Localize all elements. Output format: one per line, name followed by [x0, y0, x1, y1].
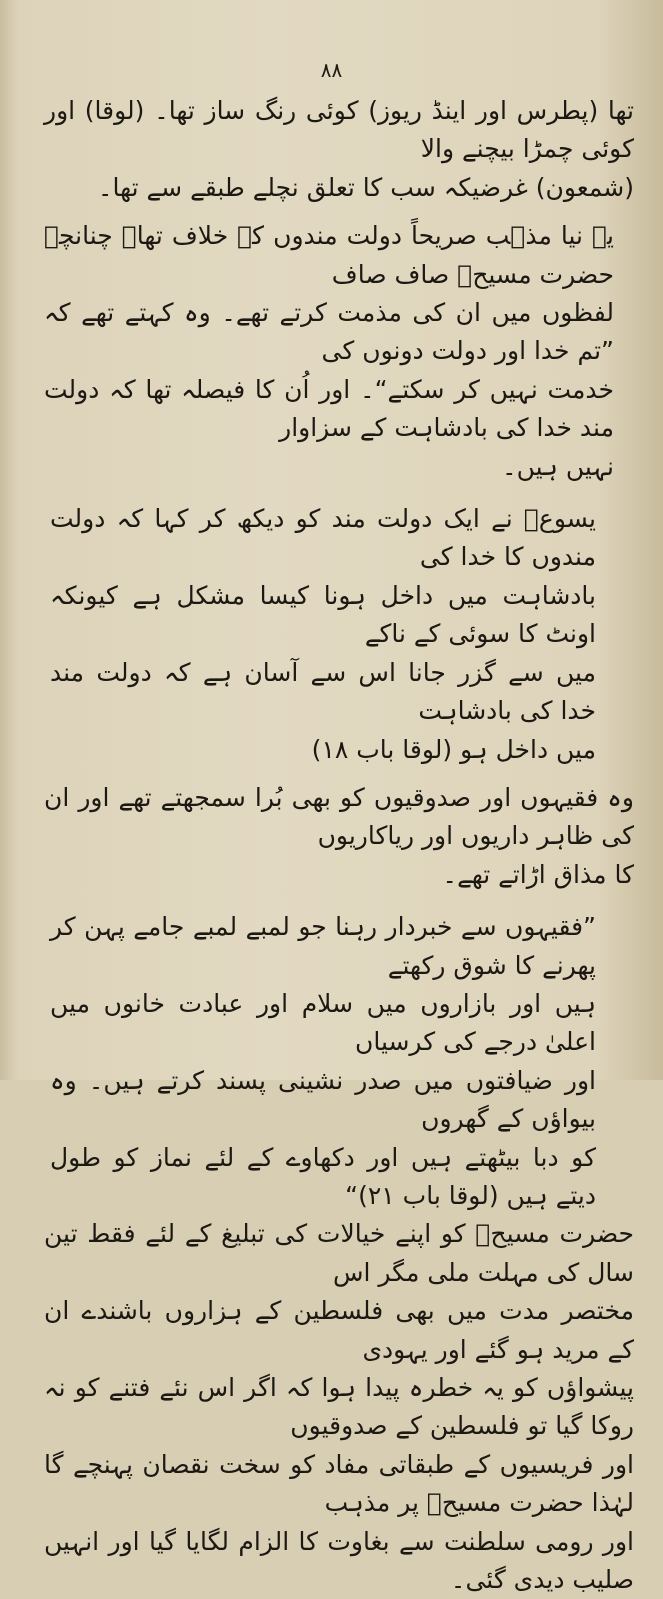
paragraph-followers: تھا (پطرس اور اینڈ ریوز) کوئی رنگ ساز تھا۔ (لوقا) اور کوئی چمڑا بیچنے والا (شمعون) غرضیکہ سب کا تعلق نچلے طبقے سے تھا۔ — [44, 96, 634, 202]
paragraph-crucifixion: حضرت مسیحؑ کو اپنے خیالات کی تبلیغ کے لئے فقط تین سال کی مہلت ملی مگر اس مختصر مدت میں بھی فلسطین کے ہزاروں باشندے ان کے مرید ہو گئے اور یہودی پیشواؤں کو یہ خطرہ پیدا ہوا کہ اگر اس نئے فتنے کو نہ روکا گیا تو فلسطین کے صدوقیوں اور فریسیوں کے طبقاتی مفاد کو سخت نقصان پہنچے گا لہٰذا حضرت مسیحؑ پر مذہب اور رومی سلطنت سے بغاوت کا الزام لگایا گیا اور انہیں صلیب دیدی گئی۔ — [44, 1219, 634, 1595]
quote-camel-needle: یسوعؑ نے ایک دولت مند کو دیکھ کر کہا کہ دولت مندوں کا خدا کی بادشاہت میں داخل ہونا کیسا مشکل ہے کیونکہ اونٹ کا سوئی کے ناکے میں سے گزر جانا اس سے آسان ہے کہ دولت مند خدا کی بادشاہت میں داخل ہو (لوقا باب ۱۸) — [50, 504, 596, 764]
page-number: ۸۸ — [320, 58, 343, 82]
body-text — [44, 92, 634, 1599]
quote-scribes-warning: ”فقیہوں سے خبردار رہنا جو لمبے لمبے جامے پہن کر پھرنے کا شوق رکھتے ہیں اور بازاروں میں سلام اور عبادت خانوں میں اعلیٰ درجے کی کرسیاں اور ضیافتوں میں صدر نشینی پسند کرتے ہیں۔ وہ بیواؤں کے گھروں کو دبا بیٹھتے ہیں اور دکھاوے کے لئے نماز کو طول دیتے ہیں (لوقا باب ۲۱)“ — [50, 912, 596, 1210]
paragraph-pharisees: وہ فقیہوں اور صدوقیوں کو بھی بُرا سمجھتے تھے اور ان کی ظاہر داریوں اور ریاکاریوں کا مذاق اڑاتے تھے۔ — [44, 782, 634, 889]
paragraph-against-wealthy: یہ نیا مذہب صریحاً دولت مندوں کے خلاف تھا۔ چنانچہ حضرت مسیحؑ صاف صاف لفظوں میں ان کی مذمت کرتے تھے۔ وہ کہتے تھے کہ ”تم خدا اور دولت دونوں کی خدمت نہیں کر سکتے“۔ اور اُن کا فیصلہ تھا کہ دولت مند خدا کی بادشاہت کے سزاوار نہیں ہیں۔ — [44, 221, 614, 481]
